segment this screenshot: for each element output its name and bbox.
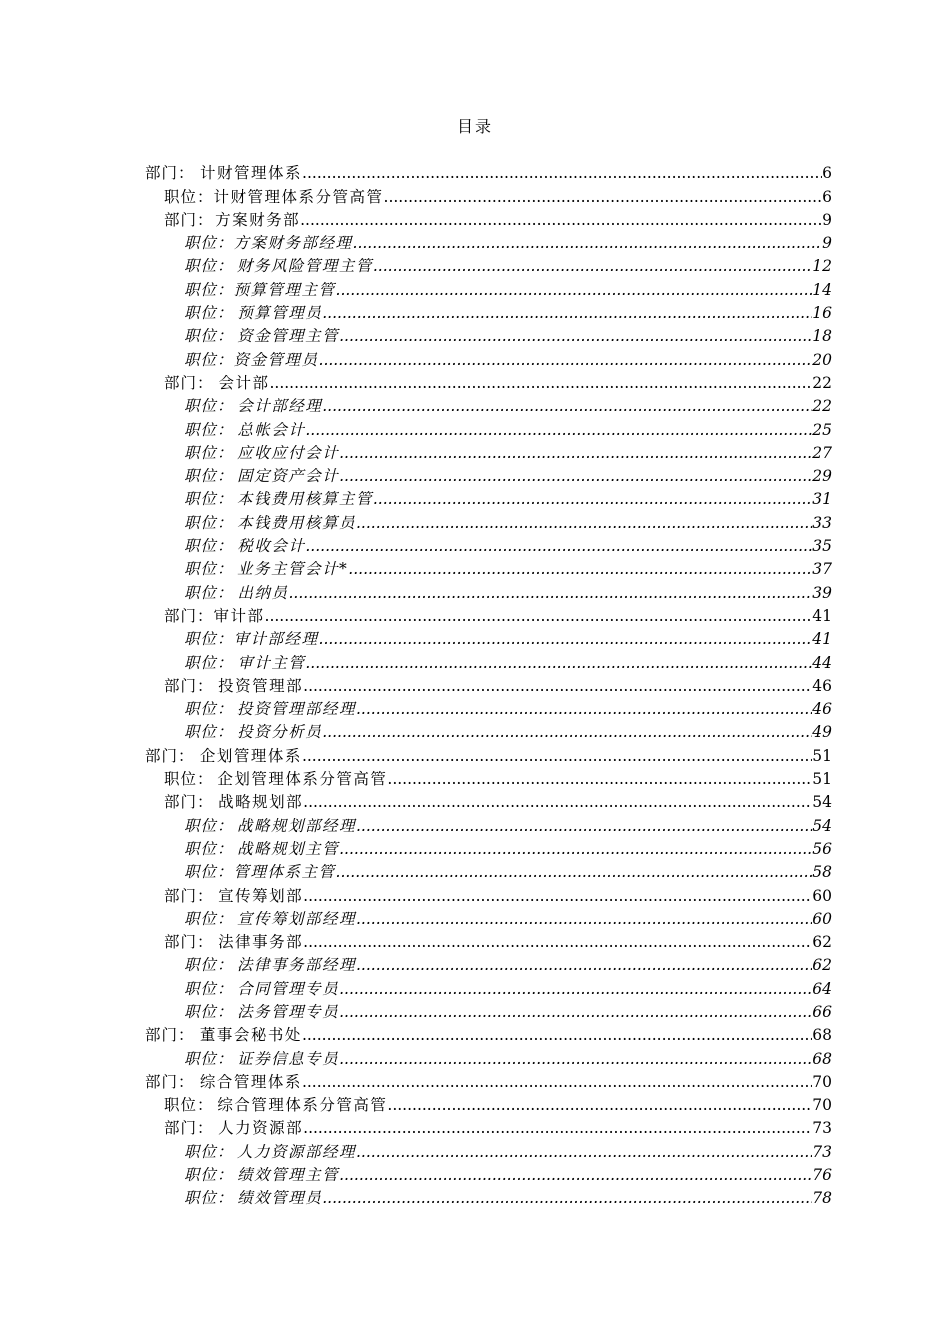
toc-entry-prefix: 部门： (145, 1026, 195, 1045)
toc-entry-prefix: 职位： (184, 1002, 234, 1021)
toc-entry[interactable] (0, 509, 950, 532)
toc-entry-page-number: 14 (812, 280, 832, 299)
toc-entry[interactable] (0, 812, 950, 835)
toc-entry-title: 宣传筹划部 (218, 886, 304, 905)
toc-entry[interactable] (0, 626, 950, 649)
dot-leader (373, 489, 812, 509)
toc-entry[interactable] (0, 766, 950, 789)
toc-entry-page-number: 68 (812, 1049, 832, 1068)
toc-entry-title: 人力资源部经理 (236, 1142, 356, 1161)
toc-entry-title: 投资分析员 (237, 723, 323, 742)
toc-entry-title: 方案财务部 (215, 210, 301, 229)
toc-entry[interactable] (0, 836, 950, 859)
dot-leader (289, 583, 813, 603)
dot-leader (302, 163, 822, 183)
toc-entry-page-number: 41 (812, 606, 832, 625)
toc-entry-page-number: 62 (812, 956, 832, 975)
toc-entry[interactable] (0, 1069, 950, 1092)
toc-entry-prefix: 职位： (184, 327, 234, 346)
toc-entry-prefix: 职位： (164, 770, 214, 789)
dot-leader (356, 513, 812, 533)
toc-entry-prefix: 职位： (184, 537, 234, 556)
toc-entry[interactable] (0, 370, 950, 393)
toc-entry-title: 会计部 (218, 373, 270, 392)
toc-entry-page-number: 54 (812, 816, 832, 835)
toc-entry-page-number: 31 (812, 490, 832, 509)
toc-entry[interactable] (0, 463, 950, 486)
toc-entry-prefix: 职位： (184, 513, 234, 532)
dot-leader (339, 443, 812, 463)
toc-entry-title: 税收会计 (237, 537, 306, 556)
toc-entry[interactable] (0, 742, 950, 765)
toc-entry[interactable] (0, 416, 950, 439)
toc-entry-title: 财务风险管理主管 (236, 257, 373, 276)
toc-entry[interactable] (0, 603, 950, 626)
dot-leader (303, 886, 812, 906)
toc-entry-prefix: 职位： (184, 257, 234, 276)
toc-entry-prefix: 职位： (184, 490, 234, 509)
toc-entry[interactable] (0, 556, 950, 579)
toc-entry-prefix: 职位： (184, 630, 234, 649)
toc-entry-title: 综合管理体系分管高管 (217, 1096, 388, 1115)
dot-leader (269, 373, 812, 393)
dot-leader (303, 792, 812, 812)
toc-entry[interactable] (0, 1185, 950, 1208)
toc-entry-page-number: 56 (812, 839, 832, 858)
toc-entry-prefix: 部门： (164, 606, 214, 625)
dot-leader (322, 722, 812, 742)
toc-entry-page-number: 60 (812, 909, 832, 928)
toc-entry[interactable] (0, 253, 950, 276)
dot-leader (336, 280, 813, 300)
toc-entry-prefix: 职位： (184, 909, 234, 928)
toc-entry-prefix: 职位： (184, 863, 234, 882)
toc-entry-title: 总帐会计 (237, 420, 306, 439)
toc-entry[interactable] (0, 300, 950, 323)
dot-leader (265, 606, 813, 626)
toc-entry[interactable] (0, 1022, 950, 1045)
toc-entry-title: 业务主管会计* (237, 560, 349, 579)
toc-entry-page-number: 51 (812, 746, 832, 765)
toc-entry-page-number: 9 (822, 234, 832, 253)
toc-entry[interactable] (0, 346, 950, 369)
toc-entry[interactable] (0, 929, 950, 952)
dot-leader (303, 932, 812, 952)
dot-leader (339, 1049, 812, 1069)
toc-entry-page-number: 60 (812, 886, 832, 905)
toc-entry-title: 绩效管理主管 (237, 1166, 340, 1185)
toc-entry-title: 企划管理体系 (199, 746, 302, 765)
toc-entry-page-number: 76 (812, 1166, 832, 1185)
toc-entry-prefix: 职位： (184, 560, 234, 579)
toc-entry-page-number: 25 (812, 420, 832, 439)
toc-entry-page-number: 6 (822, 164, 832, 183)
toc-entry-prefix: 职位： (164, 187, 214, 206)
toc-entry-page-number: 46 (812, 676, 832, 695)
toc-entry[interactable] (0, 160, 950, 183)
toc-entry[interactable] (0, 952, 950, 975)
toc-entry-page-number: 41 (812, 630, 832, 649)
dot-leader (339, 979, 812, 999)
toc-entry-title: 审计部经理 (233, 630, 319, 649)
toc-entry-prefix: 职位： (184, 304, 234, 323)
toc-entry-page-number: 70 (812, 1072, 832, 1091)
toc-entry[interactable] (0, 906, 950, 929)
toc-entry-prefix: 职位： (184, 1049, 234, 1068)
toc-entry-page-number: 78 (812, 1189, 832, 1208)
toc-entry-prefix: 部门： (164, 676, 214, 695)
toc-entry[interactable] (0, 440, 950, 463)
toc-entry-prefix: 职位： (184, 467, 234, 486)
toc-entry[interactable] (0, 230, 950, 253)
toc-entry-page-number: 49 (812, 723, 832, 742)
toc-entry-prefix: 部门： (164, 210, 214, 229)
toc-entry-page-number: 51 (812, 770, 832, 789)
toc-entry[interactable] (0, 975, 950, 998)
toc-entry-page-number: 22 (812, 397, 832, 416)
toc-entry-prefix: 职位： (184, 583, 234, 602)
toc-entry-title: 企划管理体系分管高管 (217, 770, 388, 789)
toc-entry-title: 预算管理主管 (233, 280, 336, 299)
dot-leader (305, 536, 812, 556)
toc-entry-title: 综合管理体系 (199, 1072, 302, 1091)
toc-entry-title: 审计部 (213, 606, 265, 625)
toc-entry-prefix: 职位： (184, 723, 234, 742)
dot-leader (356, 909, 812, 929)
dot-leader (303, 676, 812, 696)
toc-entry-title: 董事会秘书处 (199, 1026, 302, 1045)
toc-entry-page-number: 44 (812, 653, 832, 672)
toc-entry-page-number: 35 (812, 537, 832, 556)
toc-entry-prefix: 职位： (184, 443, 234, 462)
toc-entry-title: 战略规划部经理 (236, 816, 356, 835)
toc-title: 目录 (456, 117, 493, 136)
toc-entry-page-number: 54 (812, 793, 832, 812)
toc-entry-prefix: 职位： (184, 956, 234, 975)
toc-entry-page-number: 58 (812, 863, 832, 882)
dot-leader (373, 256, 812, 276)
toc-entry-title: 方案财务部经理 (233, 234, 353, 253)
toc-entry-prefix: 职位： (184, 1166, 234, 1185)
toc-entry-prefix: 职位： (184, 700, 234, 719)
toc-entry-prefix: 职位： (184, 420, 234, 439)
dot-leader (339, 466, 812, 486)
dot-leader (302, 746, 812, 766)
toc-entry[interactable] (0, 207, 950, 230)
dot-leader (302, 1072, 812, 1092)
dot-leader (387, 1095, 812, 1115)
toc-entry-prefix: 职位： (184, 1142, 234, 1161)
toc-entry-title: 固定资产会计 (237, 467, 340, 486)
toc-entry[interactable] (0, 859, 950, 882)
dot-leader (319, 350, 813, 370)
toc-entry-page-number: 18 (812, 327, 832, 346)
toc-entry[interactable] (0, 719, 950, 742)
toc-entry[interactable] (0, 882, 950, 905)
toc-entry-title: 证券信息专员 (237, 1049, 340, 1068)
toc-entry-page-number: 16 (812, 304, 832, 323)
toc-entry[interactable] (0, 183, 950, 206)
toc-entry-title: 本钱费用核算员 (236, 513, 356, 532)
toc-entry-title: 合同管理专员 (237, 979, 340, 998)
toc-entry-page-number: 46 (812, 700, 832, 719)
toc-entry-page-number: 39 (812, 583, 832, 602)
toc-entry-prefix: 部门： (145, 746, 195, 765)
dot-leader (348, 559, 812, 579)
toc-entry-title: 投资管理部经理 (236, 700, 356, 719)
toc-entry-title: 投资管理部 (218, 676, 304, 695)
toc-entry-title: 审计主管 (237, 653, 306, 672)
toc-entry-prefix: 职位： (184, 839, 234, 858)
toc-entry-title: 管理体系主管 (233, 863, 336, 882)
toc-entry-page-number: 64 (812, 979, 832, 998)
toc-entry-page-number: 22 (812, 373, 832, 392)
toc-entry-prefix: 部门： (164, 373, 214, 392)
dot-leader (387, 769, 812, 789)
toc-entry-prefix: 部门： (164, 793, 214, 812)
toc-entry-prefix: 职位： (184, 816, 234, 835)
toc-entry-page-number: 12 (812, 257, 832, 276)
toc-entry-page-number: 73 (812, 1142, 832, 1161)
toc-entry-page-number: 62 (812, 933, 832, 952)
toc-entry-prefix: 部门： (164, 886, 214, 905)
dot-leader (353, 233, 823, 253)
toc-entry-page-number: 70 (812, 1096, 832, 1115)
toc-entry-title: 本钱费用核算主管 (236, 490, 373, 509)
dot-leader (322, 396, 812, 416)
toc-entry-prefix: 部门： (145, 164, 195, 183)
toc-entry-title: 资金管理员 (233, 350, 319, 369)
toc-entry-title: 预算管理员 (237, 304, 323, 323)
toc-entry[interactable] (0, 486, 950, 509)
toc-entry-title: 计财管理体系分管高管 (213, 187, 384, 206)
dot-leader (356, 955, 812, 975)
toc-entry-page-number: 27 (812, 443, 832, 462)
toc-entry-page-number: 33 (812, 513, 832, 532)
dot-leader (322, 1188, 812, 1208)
dot-leader (339, 839, 812, 859)
toc-entry-page-number: 29 (812, 467, 832, 486)
toc-entry[interactable] (0, 696, 950, 719)
toc-entry-prefix: 职位： (184, 350, 234, 369)
toc-entry[interactable] (0, 649, 950, 672)
toc-entry-page-number: 37 (812, 560, 832, 579)
dot-leader (339, 1165, 812, 1185)
toc-entry-page-number: 68 (812, 1026, 832, 1045)
dot-leader (356, 816, 812, 836)
toc-entry-prefix: 职位： (184, 1189, 234, 1208)
toc-entry-title: 应收应付会计 (237, 443, 340, 462)
toc-entry-page-number: 66 (812, 1002, 832, 1021)
toc-entry-title: 会计部经理 (237, 397, 323, 416)
toc-entry-title: 宣传筹划部经理 (236, 909, 356, 928)
dot-leader (322, 303, 812, 323)
dot-leader (339, 326, 812, 346)
dot-leader (336, 862, 813, 882)
toc-entry-title: 出纳员 (237, 583, 289, 602)
toc-entry[interactable] (0, 579, 950, 602)
toc-entry[interactable] (0, 323, 950, 346)
toc-entry[interactable] (0, 1045, 950, 1068)
dot-leader (300, 210, 822, 230)
toc-entry-title: 法务管理专员 (237, 1002, 340, 1021)
toc-entry-title: 战略规划部 (218, 793, 304, 812)
dot-leader (356, 1142, 812, 1162)
toc-entry-prefix: 职位： (184, 397, 234, 416)
toc-entry[interactable] (0, 276, 950, 299)
toc-entry-title: 人力资源部 (218, 1119, 304, 1138)
toc-entry-title: 计财管理体系 (200, 164, 303, 183)
dot-leader (303, 1118, 812, 1138)
toc-entry-page-number: 73 (812, 1119, 832, 1138)
table-of-contents (0, 160, 950, 1208)
dot-leader (302, 1025, 812, 1045)
toc-entry-page-number: 20 (812, 350, 832, 369)
toc-entry[interactable] (0, 393, 950, 416)
toc-entry[interactable] (0, 1115, 950, 1138)
toc-entry-title: 绩效管理员 (237, 1189, 323, 1208)
toc-entry-prefix: 职位： (184, 979, 234, 998)
toc-entry-title: 战略规划主管 (237, 839, 340, 858)
dot-leader (356, 699, 812, 719)
dot-leader (305, 653, 812, 673)
dot-leader (319, 629, 813, 649)
toc-entry[interactable] (0, 999, 950, 1022)
toc-entry-page-number: 9 (822, 210, 832, 229)
toc-entry-page-number: 6 (822, 187, 832, 206)
toc-entry-prefix: 部门： (164, 1119, 214, 1138)
toc-entry-prefix: 职位： (184, 653, 234, 672)
dot-leader (384, 187, 823, 207)
toc-entry-title: 法律事务部经理 (236, 956, 356, 975)
toc-entry-prefix: 部门： (145, 1072, 195, 1091)
toc-entry[interactable] (0, 1162, 950, 1185)
toc-entry-prefix: 职位： (184, 234, 234, 253)
toc-entry-prefix: 部门： (164, 933, 214, 952)
toc-entry-title: 资金管理主管 (237, 327, 340, 346)
toc-entry[interactable] (0, 533, 950, 556)
toc-entry-prefix: 职位： (164, 1096, 214, 1115)
toc-entry[interactable] (0, 1138, 950, 1161)
toc-entry[interactable] (0, 789, 950, 812)
dot-leader (339, 1002, 812, 1022)
toc-entry[interactable] (0, 1092, 950, 1115)
toc-entry-prefix: 职位： (184, 280, 234, 299)
toc-entry[interactable] (0, 673, 950, 696)
toc-entry-title: 法律事务部 (218, 933, 304, 952)
dot-leader (305, 420, 812, 440)
